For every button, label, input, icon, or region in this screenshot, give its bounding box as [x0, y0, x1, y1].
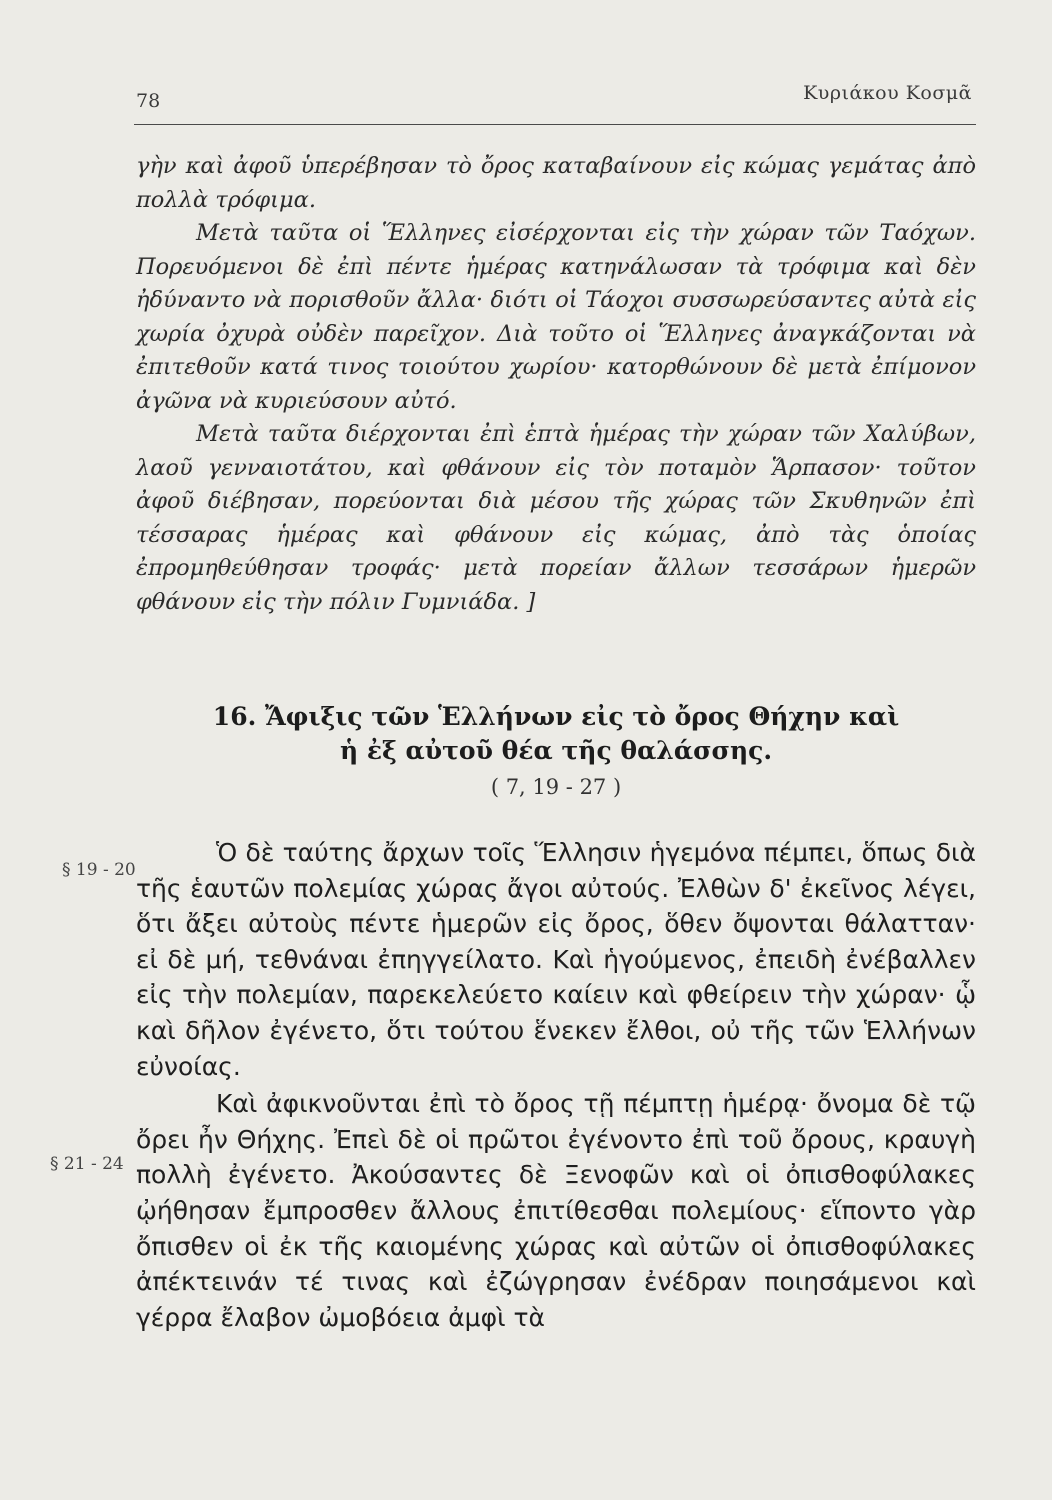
italic-paragraph-2: Μετὰ ταῦτα οἱ Ἕλληνες εἰσέρχονται εἰς τὴν χώραν τῶν Ταόχων. Πορευόμενοι δὲ ἐπὶ πέντε ἡμέρας κατηνάλωσαν τὰ τρόφιμα καὶ δὲν ἠδύναντο νὰ πορισθοῦν ἄλλα· διότι οἱ Τάοχοι συσσωρεύσαντες αὐτὰ εἰς χωρία ὀχυρὰ οὐδὲν παρεῖχον. Διὰ τοῦτο οἱ Ἕλληνες ἀναγκάζονται νὰ ἐπιτεθοῦν κατά τινος τοιούτου χωρίου· κατορθώνουν δὲ μετὰ ἐπίμονον ἀγῶνα νὰ κυριεύσουν αὐτό.	[136, 220, 976, 414]
greek-text-block	[136, 835, 976, 1335]
greek-paragraph-1: Ὁ δὲ ταύτης ἄρχων τοῖς Ἕλλησιν ἡγεμόνα πέμπει, ὅπως διὰ τῆς ἑαυτῶν πολεμίας χώρας ἄγοι αὐτούς. Ἐλθὼν δ' ἐκεῖνος λέγει, ὅτι ἄξει αὐτοὺς πέντε ἡμερῶν εἰς ὄρος, ὅθεν ὄψονται θάλατταν· εἰ δὲ μή, τεθνάναι ἐπηγγείλατο. Καὶ ἡγούμενος, ἐπειδὴ ἐνέβαλλεν εἰς τὴν πολεμίαν, παρεκελεύετο καίειν καὶ φθείρειν τὴν χώραν· ᾧ καὶ δῆλον ἐγένετο, ὅτι τούτου ἕνεκεν ἔλθοι, οὐ τῆς τῶν Ἑλλήνων εὐνοίας.	[136, 838, 976, 1081]
section-heading	[136, 700, 976, 768]
italic-paragraph-3: Μετὰ ταῦτα διέρχονται ἐπὶ ἑπτὰ ἡμέρας τὴν χώραν τῶν Χαλύβων, λαοῦ γενναιοτάτου, καὶ φθάνουν εἰς τὸν ποταμὸν Ἅρπασον· τοῦτον ἀφοῦ διέβησαν, πορεύονται διὰ μέσου τῆς χώρας τῶν Σκυθηνῶν ἐπὶ τέσσαρας ἡμέρας καὶ φθάνουν εἰς κώμας, ἀπὸ τὰς ὁποίας ἐπρομηθεύθησαν τροφάς· μετὰ πορείαν ἄλλων τεσσάρων ἡμερῶν φθάνουν εἰς τὴν πόλιν Γυμνιάδα. ]	[136, 421, 976, 615]
margin-note-1: § 19 - 20	[62, 860, 136, 880]
page-number: 78	[136, 90, 161, 112]
greek-paragraph-2: Καὶ ἀφικνοῦνται ἐπὶ τὸ ὄρος τῇ πέμπτῃ ἡμέρᾳ· ὄνομα δὲ τῷ ὄρει ἦν Θήχης. Ἐπεὶ δὲ οἱ πρῶτοι ἐγένοντο ἐπὶ τοῦ ὄρους, κραυγὴ πολλὴ ἐγένετο. Ἀκούσαντες δὲ Ξενοφῶν καὶ οἱ ὀπισθοφύλακες ᾠήθησαν ἔμπροσθεν ἄλλους ἐπιτίθεσθαι πολεμίους· εἵποντο γὰρ ὄπισθεν οἱ ἐκ τῆς καιομένης χώρας καὶ αὐτῶν οἱ ὀπισθοφύλακες ἀπέκτεινάν τέ τινας καὶ ἐζώγρησαν ἐνέδραν ποιησάμενοι καὶ γέρρα ἔλαβον ὠμοβόεια ἀμφὶ τὰ	[136, 1089, 976, 1332]
section-heading-line-2: ἡ ἐξ αὐτοῦ θέα τῆς θαλάσσης.	[339, 736, 773, 765]
running-head: Κυριάκου Κοσμᾶ	[803, 82, 972, 104]
section-reference: ( 7, 19 - 27 )	[490, 775, 622, 799]
italic-translation-block	[136, 150, 976, 619]
section-heading-line-1: 16. Ἄφιξις τῶν Ἑλλήνων εἰς τὸ ὄρος Θήχην καὶ	[212, 702, 900, 731]
margin-note-2: § 21 - 24	[50, 1154, 124, 1174]
header-rule	[134, 124, 976, 125]
italic-paragraph-1: γὴν καὶ ἀφοῦ ὑπερέβησαν τὸ ὄρος καταβαίνουν εἰς κώμας γεμάτας ἀπὸ πολλὰ τρόφιμα.	[136, 153, 976, 213]
